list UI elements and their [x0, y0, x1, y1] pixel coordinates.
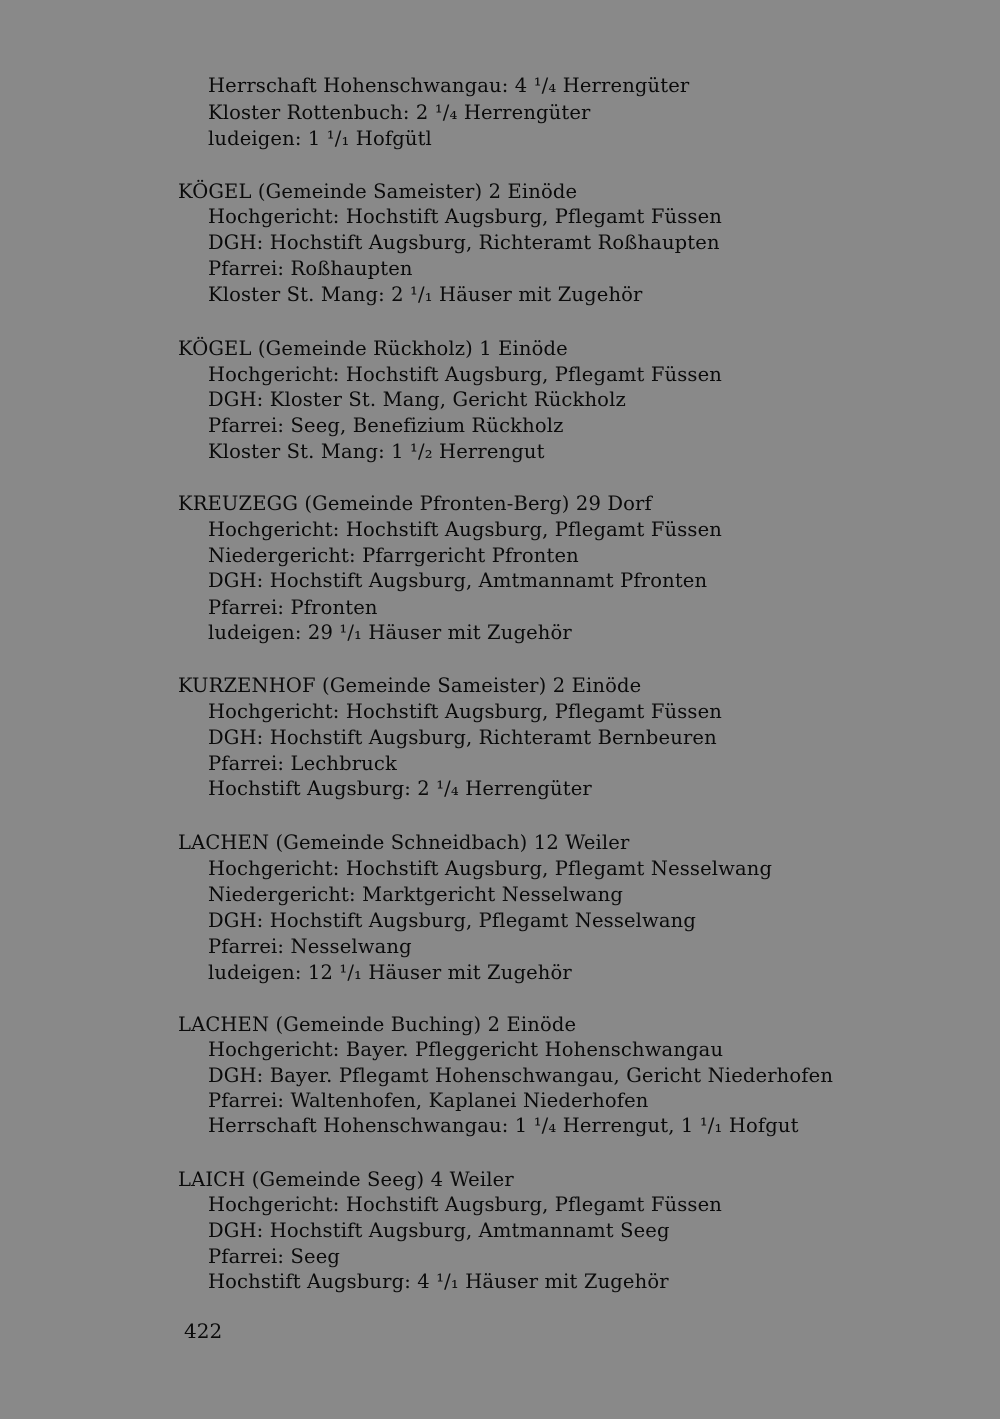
- entry-line: Hochgericht: Hochstift Augsburg, Pflegamt Füssen: [208, 518, 722, 541]
- entry-line: Pfarrei: Roßhaupten: [208, 257, 413, 280]
- page-number: 422: [184, 1319, 223, 1343]
- entry-line: DGH: Hochstift Augsburg, Richteramt Roßhaupten: [208, 231, 720, 254]
- entry-line: DGH: Bayer. Pflegamt Hohenschwangau, Gericht Niederhofen: [208, 1064, 834, 1087]
- entry-line: DGH: Kloster St. Mang, Gericht Rückholz: [208, 388, 626, 411]
- intro-line: Herrschaft Hohenschwangau: 4 ¹/₄ Herrengüter: [208, 74, 690, 97]
- entry-line: ludeigen: 12 ¹/₁ Häuser mit Zugehör: [208, 961, 572, 984]
- entry-line: DGH: Hochstift Augsburg, Amtmannamt Pfronten: [208, 569, 708, 592]
- entry-line: Kloster St. Mang: 2 ¹/₁ Häuser mit Zugehör: [208, 283, 643, 306]
- entry-line: Niedergericht: Pfarrgericht Pfronten: [208, 544, 579, 567]
- entry-line: Hochgericht: Hochstift Augsburg, Pflegamt Füssen: [208, 363, 722, 386]
- entry-line: Hochgericht: Hochstift Augsburg, Pflegamt Füssen: [208, 205, 722, 228]
- entry-line: Hochgericht: Hochstift Augsburg, Pflegamt Füssen: [208, 1193, 722, 1216]
- entry-line: Pfarrei: Waltenhofen, Kaplanei Niederhofen: [208, 1089, 649, 1112]
- entry-line: Kloster St. Mang: 1 ¹/₂ Herrengut: [208, 440, 545, 463]
- entry-line: DGH: Hochstift Augsburg, Pflegamt Nesselwang: [208, 909, 697, 932]
- entry-line: Hochgericht: Hochstift Augsburg, Pflegamt Füssen: [208, 700, 722, 723]
- entry-heading: KÖGEL (Gemeinde Sameister) 2 Einöde: [178, 180, 578, 203]
- entry-line: Pfarrei: Seeg, Benefizium Rückholz: [208, 414, 564, 437]
- intro-line: ludeigen: 1 ¹/₁ Hofgütl: [208, 127, 432, 150]
- intro-line: Kloster Rottenbuch: 2 ¹/₄ Herrengüter: [208, 101, 591, 124]
- entry-heading: LACHEN (Gemeinde Schneidbach) 12 Weiler: [178, 831, 630, 854]
- entry-line: Herrschaft Hohenschwangau: 1 ¹/₄ Herrengut, 1 ¹/₁ Hofgut: [208, 1114, 799, 1137]
- entry-line: Niedergericht: Marktgericht Nesselwang: [208, 883, 623, 906]
- entry-line: DGH: Hochstift Augsburg, Richteramt Bernbeuren: [208, 726, 717, 749]
- entry-line: Hochgericht: Hochstift Augsburg, Pflegamt Nesselwang: [208, 857, 773, 880]
- entry-line: Hochgericht: Bayer. Pfleggericht Hohenschwangau: [208, 1038, 724, 1061]
- entry-line: ludeigen: 29 ¹/₁ Häuser mit Zugehör: [208, 621, 572, 644]
- entry-line: Pfarrei: Nesselwang: [208, 935, 412, 958]
- entry-heading: KÖGEL (Gemeinde Rückholz) 1 Einöde: [178, 337, 568, 360]
- entry-heading: LAICH (Gemeinde Seeg) 4 Weiler: [178, 1168, 514, 1191]
- entry-line: DGH: Hochstift Augsburg, Amtmannamt Seeg: [208, 1219, 670, 1242]
- entry-line: Pfarrei: Seeg: [208, 1245, 341, 1268]
- entry-line: Hochstift Augsburg: 2 ¹/₄ Herrengüter: [208, 777, 592, 800]
- entry-heading: KURZENHOF (Gemeinde Sameister) 2 Einöde: [178, 674, 642, 697]
- entry-line: Hochstift Augsburg: 4 ¹/₁ Häuser mit Zugehör: [208, 1270, 669, 1293]
- entry-line: Pfarrei: Lechbruck: [208, 752, 397, 775]
- entry-line: Pfarrei: Pfronten: [208, 596, 378, 619]
- entry-heading: LACHEN (Gemeinde Buching) 2 Einöde: [178, 1013, 577, 1036]
- entry-heading: KREUZEGG (Gemeinde Pfronten-Berg) 29 Dorf: [178, 492, 652, 515]
